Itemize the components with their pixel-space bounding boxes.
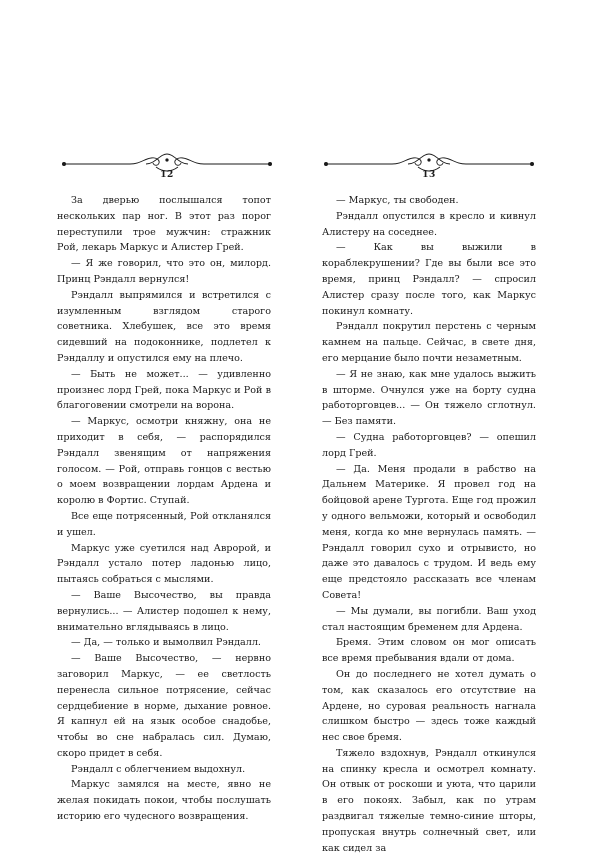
left-page [0, 0, 300, 823]
paragraph: — Я не знаю, как мне удалось выжить в шторме. Очнулся уже на борту судна работорговцев... — Он тяжело сглотнул. — Без памяти. [322, 368, 536, 428]
paragraph: — Как вы выжили в кораблекрушении? Где вы были все это время, принц Рэндалл? — спросил Алистер сразу после того, как Маркус покинул комнату. [322, 242, 536, 317]
paragraph: — Маркус, осмотри княжну, она не приходит в себя, — распорядился Рэндалл звенящим от напряжения голосом. — Рой, отправь гонцов с вестью о моем возвращении лордам Ардена и королю в Фортис. Ступай. [57, 416, 271, 507]
page-number: 13 [422, 170, 436, 180]
paragraph: Маркус уже суетился над Авророй, и Рэндалл устало потер ладонью лицо, пытаясь собраться с мыслями. [57, 542, 271, 586]
paragraph: Тяжело вздохнув, Рэндалл откинулся на спинку кресла и осмотрел комнату. Он отвык от роскоши и уюта, что царили в его покоях. Забыл, как по утрам раздвигал тяжелые темно-синие шторы, пропуская внутрь солнечный свет, или как сидел за [322, 747, 536, 854]
paragraph: Рэндалл выпрямился и встретился с изумленным взглядом старого советника. Хлебушек, все это время сидевший на подоконнике, подлетел к Рэндаллу и опустился ему на плечо. [57, 289, 271, 364]
body-text [322, 193, 536, 856]
paragraph: — Ваше Высочество, — нервно заговорил Маркус, — ее светлость перенесла сильное потрясение, сейчас сердцебиение в норме, дыхание ровное. Я капнул ей на язык особое снадобье, чтобы во сне набралась сил. Думаю, скоро придет в себя. [57, 653, 271, 759]
paragraph: Рэндалл с облегчением выдохнул. [71, 763, 246, 775]
paragraph: — Мы думали, вы погибли. Ваш уход стал настоящим бременем для Ардена. [322, 605, 536, 633]
page-number: 12 [160, 170, 174, 180]
paragraph: — Быть не может... — удивленно произнес лорд Грей, пока Маркус и Рой в благоговении смотрели на ворона. [57, 368, 271, 412]
paragraph: — Да, — только и вымолвил Рэндалл. [71, 637, 261, 649]
paragraph: — Да. Меня продали в рабство на Дальнем Материке. Я провел год на бойцовой арене Тургота. Еще год прожил у одного вельможи, который и освободил меня, когда ко мне вернулась память. — Рэндалл говорил сухо и отрывисто, но даже это давалось с трудом. И ведь ему еще предстояло рассказать все членам Совета! [322, 463, 536, 601]
paragraph: Маркус замялся на месте, явно не желая покидать покои, чтобы послушать историю его чудесного возвращения. [57, 779, 271, 823]
paragraph: Все еще потрясенный, Рой откланялся и ушел. [57, 510, 271, 538]
paragraph: — Я же говорил, что это он, милорд. Принц Рэндалл вернулся! [57, 258, 271, 285]
paragraph: Он до последнего не хотел думать о том, как сказалось его отсутствие на Ардене, но суровая реальность нагнала слишком быстро — здесь тоже каждый нес свое бремя. [322, 668, 536, 744]
right-page [300, 0, 600, 854]
paragraph: — Маркус, ты свободен. [336, 195, 459, 206]
paragraph: — Ваше Высочество, вы правда вернулись... — Алистер подошел к нему, внимательно вглядываясь в лицо. [57, 589, 271, 633]
paragraph: Бремя. Этим словом он мог описать все время пребывания вдали от дома. [322, 637, 536, 665]
paragraph: За дверью послышался топот нескольких пар ног. В этот раз порог переступили трое мужчин: стражник Рой, лекарь Маркус и Алистер Грей. [57, 195, 271, 254]
paragraph: — Судна работорговцев? — опешил лорд Грей. [322, 431, 536, 459]
paragraph: Рэндалл опустился в кресло и кивнул Алистеру на соседнее. [322, 210, 536, 238]
paragraph: Рэндалл покрутил перстень с черным камнем на пальце. Сейчас, в свете дня, его мерцание было почти незаметным. [322, 321, 536, 364]
body-text [57, 193, 271, 825]
